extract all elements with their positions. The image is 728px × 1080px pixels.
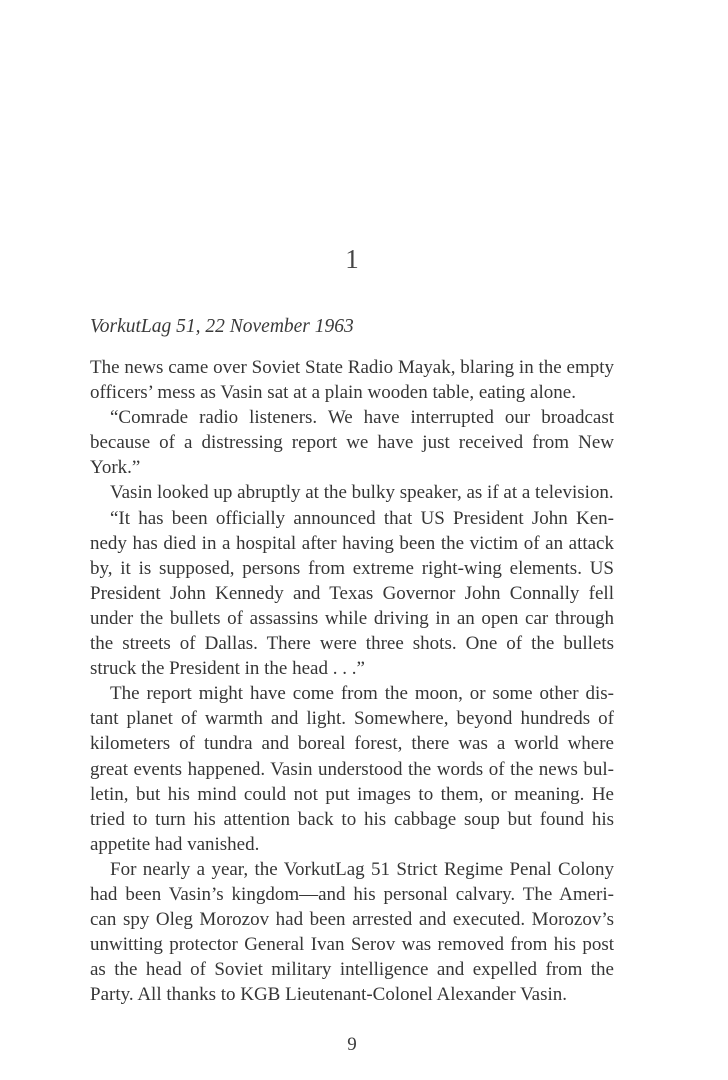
text-line: Party. All thanks to KGB Lieutenant-Colonel Alexander Vasin. bbox=[90, 984, 568, 1006]
text-line: as the head of Soviet military intelligence and expelled from the bbox=[90, 959, 614, 981]
text-line: President John Kennedy and Texas Governor John Connally fell bbox=[90, 582, 614, 604]
text-line: great events happened. Vasin understood the words of the news bul- bbox=[90, 758, 614, 780]
text-line: “Comrade radio listeners. We have interrupted our broadcast bbox=[110, 407, 614, 429]
text-line: Vasin looked up abruptly at the bulky speaker, as if at a television. bbox=[110, 482, 614, 504]
paragraph bbox=[90, 480, 614, 505]
text-line: by, it is supposed, persons from extreme right-wing elements. US bbox=[90, 557, 614, 579]
text-line: The report might have come from the moon, or some other dis- bbox=[110, 683, 614, 705]
text-line: officers’ mess as Vasin sat at a plain wooden table, eating alone. bbox=[90, 382, 576, 404]
text-line: unwitting protector General Ivan Serov was removed from his post bbox=[90, 934, 614, 956]
text-line: because of a distressing report we have just received from New bbox=[90, 432, 614, 454]
text-line: The news came over Soviet State Radio Mayak, blaring in the empty bbox=[90, 357, 614, 378]
text-line: the streets of Dallas. There were three shots. One of the bullets bbox=[90, 633, 614, 655]
text-line: For nearly a year, the VorkutLag 51 Strict Regime Penal Colony bbox=[110, 858, 614, 880]
chapter-number: 1 bbox=[345, 244, 359, 274]
text-line: York.” bbox=[90, 457, 141, 479]
text-line: tant planet of warmth and light. Somewhere, beyond hundreds of bbox=[90, 708, 614, 730]
page-number: 9 bbox=[347, 1034, 357, 1055]
text-line: appetite had vanished. bbox=[90, 833, 260, 855]
text-line: nedy has died in a hospital after having been the victim of an attack bbox=[90, 532, 614, 554]
text-line: struck the President in the head . . .” bbox=[90, 658, 365, 680]
text-line: tried to turn his attention back to his cabbage soup but found his bbox=[90, 808, 614, 830]
text-line: under the bullets of assassins while driving in an open car through bbox=[90, 607, 614, 629]
paragraph bbox=[90, 506, 614, 682]
text-line: letin, but his mind could not put images to them, or meaning. He bbox=[90, 783, 614, 805]
dateline: VorkutLag 51, 22 November 1963 bbox=[90, 316, 354, 337]
paragraph bbox=[90, 681, 614, 857]
text-line: kilometers of tundra and boreal forest, there was a world where bbox=[90, 733, 614, 755]
body-text bbox=[90, 355, 614, 1007]
text-line: had been Vasin’s kingdom—and his personal calvary. The Ameri- bbox=[90, 883, 614, 905]
paragraph bbox=[90, 405, 614, 480]
paragraph bbox=[90, 857, 614, 1008]
text-line: can spy Oleg Morozov had been arrested and executed. Morozov’s bbox=[90, 909, 614, 931]
text-line: “It has been officially announced that US President John Ken- bbox=[110, 507, 614, 529]
paragraph bbox=[90, 355, 614, 405]
